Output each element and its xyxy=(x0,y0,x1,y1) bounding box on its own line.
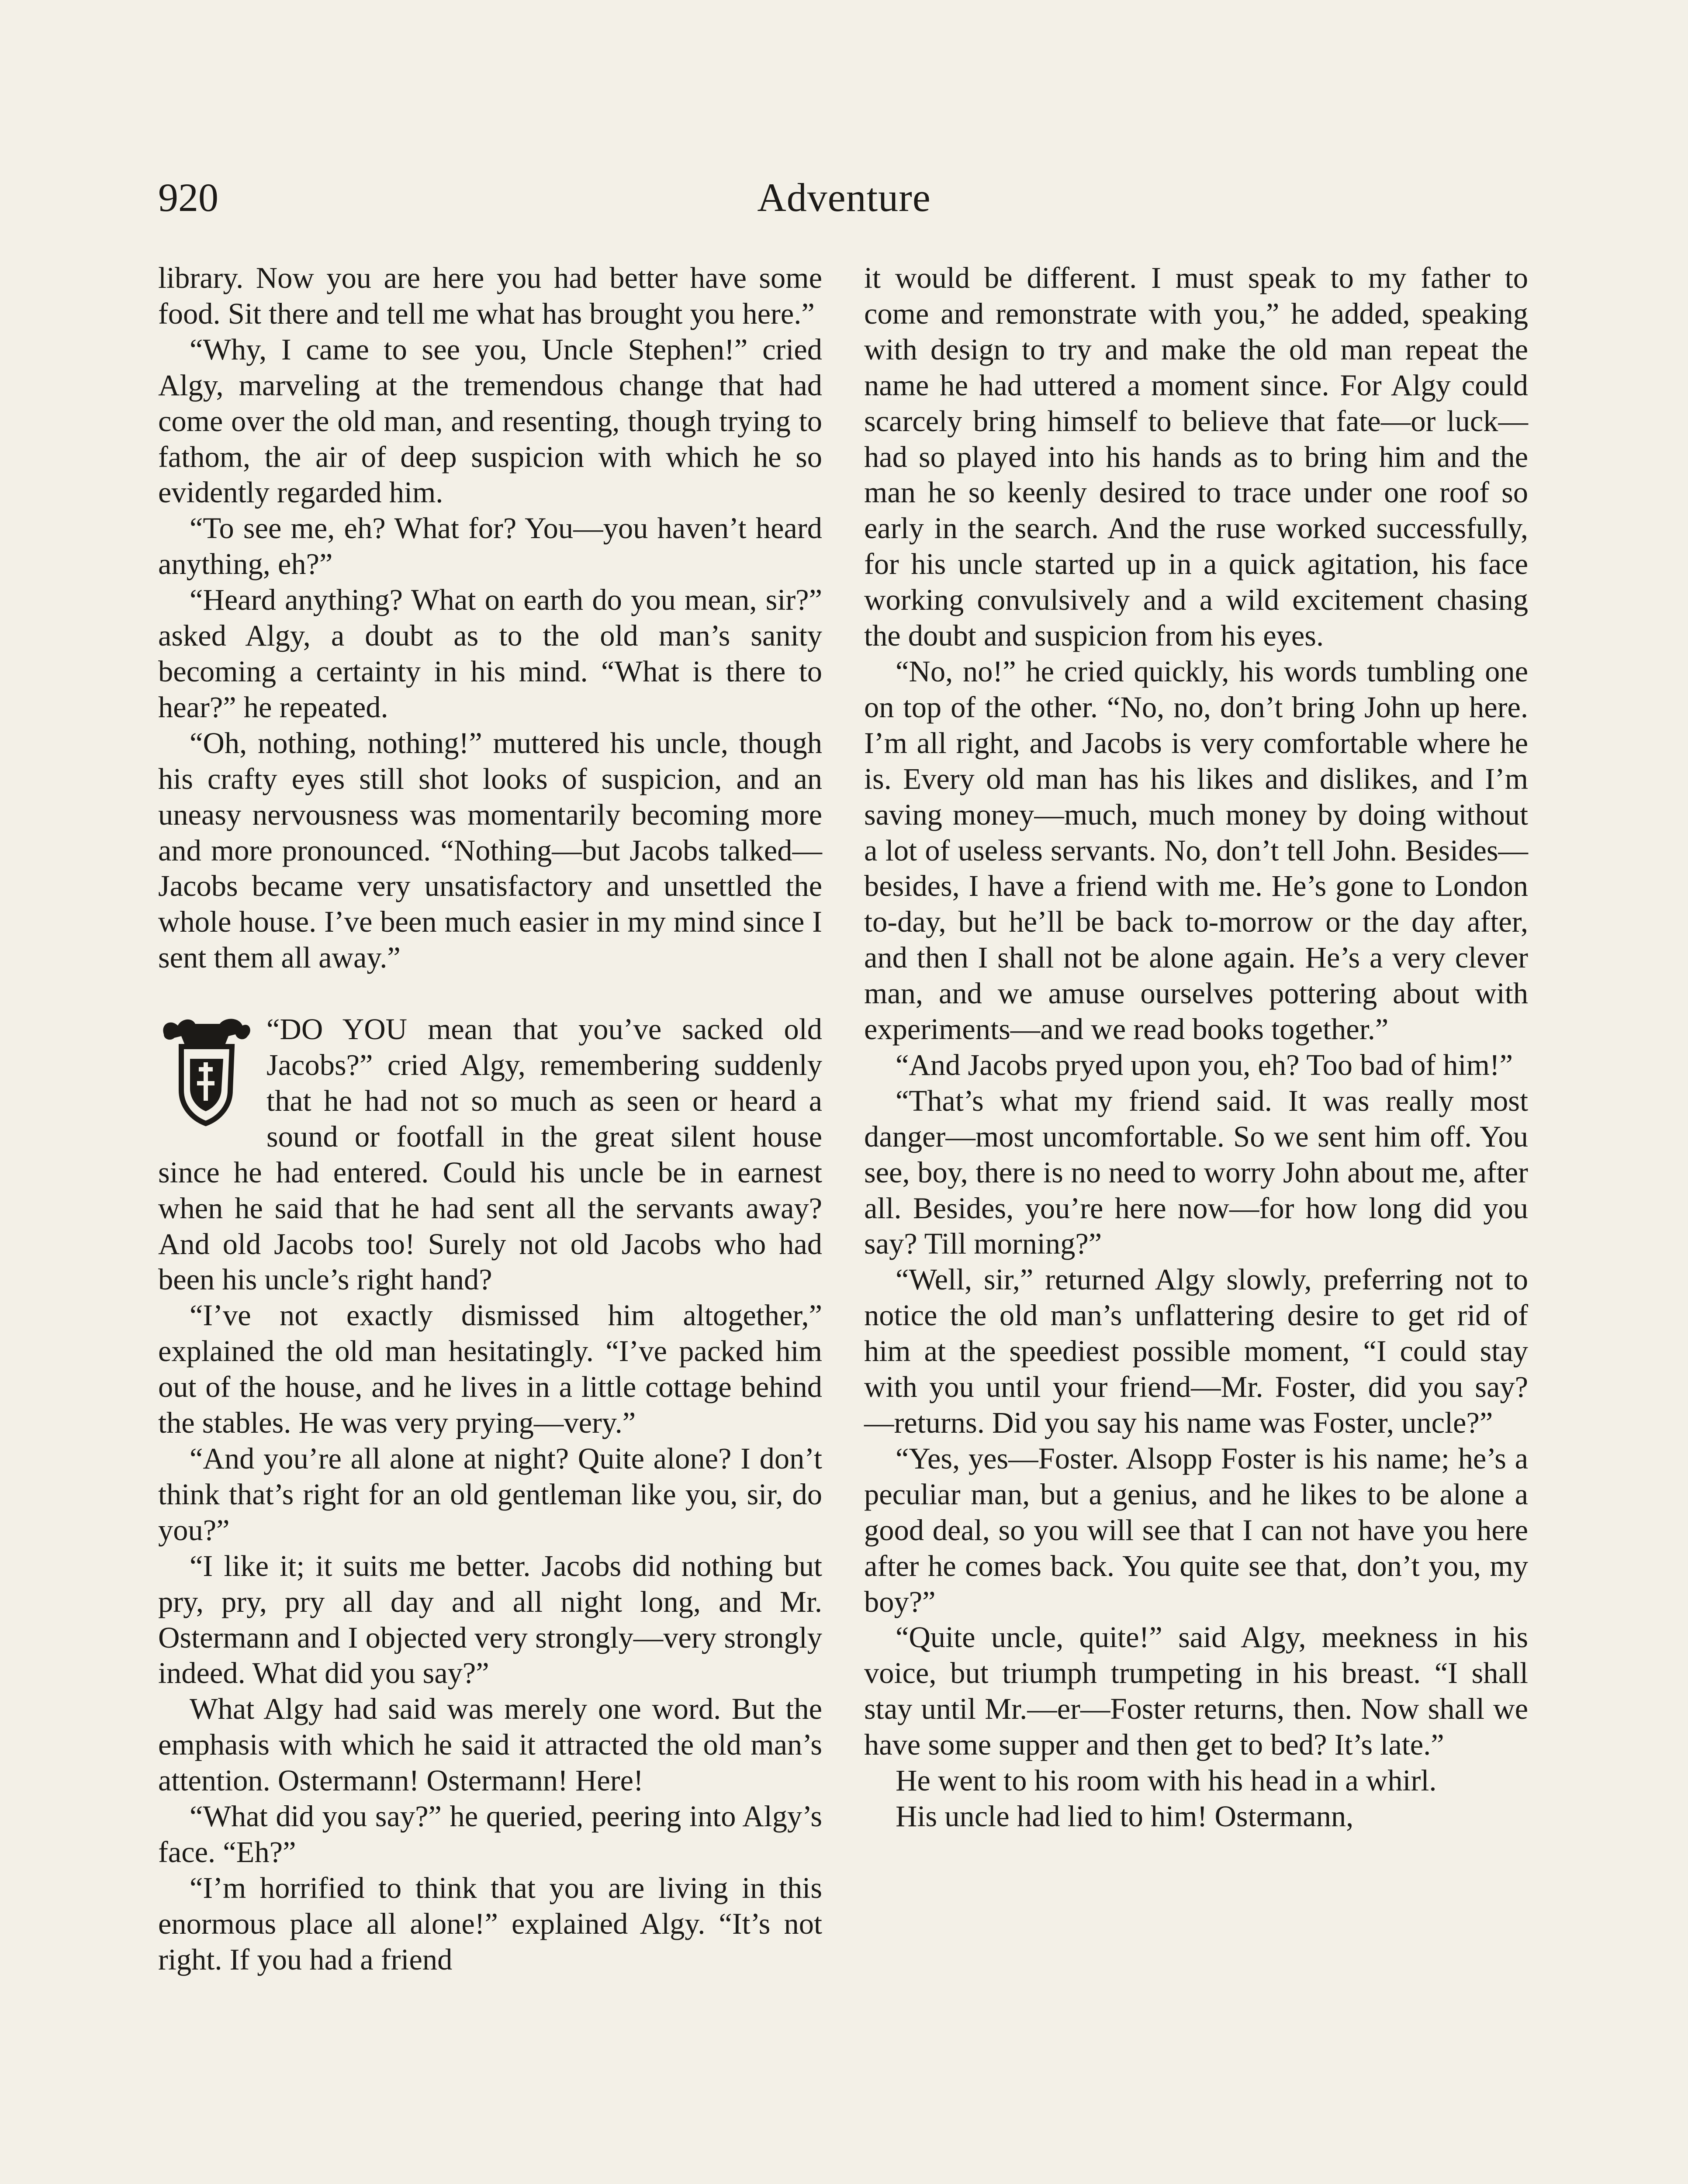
paragraph: “Yes, yes—Foster. Alsopp Foster is his name; he’s a peculiar man, but a genius, and he likes to be alone a good deal, so you will see that I can not have you here after he comes back. You quite see that, don’t you, my boy?” xyxy=(864,1441,1528,1618)
paragraph: “I’ve not exactly dismissed him altogether,” explained the old man hesitatingly. “I’ve packed him out of the house, and he lives in a little cottage behind the stables. He was very prying—very.” xyxy=(158,1299,822,1440)
paragraph: His uncle had lied to him! Ostermann, xyxy=(896,1799,1354,1833)
paragraph: “And Jacobs pryed upon you, eh? Too bad of him!” xyxy=(896,1048,1513,1082)
paragraph: “Quite uncle, quite!” said Algy, meekness in his voice, but triumph trumpeting in his breast. “I shall stay until Mr.—er—Foster returns, then. Now shall we have some supper and then get to bed? It’s late.” xyxy=(864,1621,1528,1762)
paragraph: “That’s what my friend said. It was really most danger—most uncomfortable. So we sent him off. You see, boy, there is no need to worry John about me, after all. Besides, you’re here now—for how long did you say? Till morning?” xyxy=(864,1084,1528,1261)
right-column xyxy=(864,260,1528,1835)
paragraph: “Oh, nothing, nothing!” muttered his uncle, though his crafty eyes still shot looks of suspicion, and an uneasy nervousness was momentarily becoming more and more pronounced. “Nothing—but Jacobs talked—Jacobs became very unsatisfactory and unsettled the whole house. I’ve been much easier in my mind since I sent them all away.” xyxy=(158,726,822,975)
left-column xyxy=(158,260,822,1978)
section-paragraph xyxy=(158,1012,822,1298)
paragraph: “I like it; it suits me better. Jacobs did nothing but pry, pry, pry all day and all night long, and Mr. Ostermann and I objected very strongly—very strongly indeed. What did you say?” xyxy=(158,1549,822,1690)
page-number: 920 xyxy=(158,175,218,220)
paragraph: “No, no!” he cried quickly, his words tumbling one on top of the other. “No, no, don’t bring John up here. I’m all right, and Jacobs is very comfortable where he is. Every old man has his likes and dislikes, and I’m saving money—much, much money by doing without a lot of useless servants. No, don’t tell John. Besides—besides, I have a friend with me. He’s gone to London to-day, but he’ll be back to-morrow or the day after, and then I shall not be alone again. He’s a very clever man, and we amuse ourselves pottering about with experiments—and we read books together.” xyxy=(864,654,1528,1046)
paragraph: “I’m horrified to think that you are living in this enormous place all alone!” explained Algy. “It’s not right. If you had a friend xyxy=(158,1871,822,1976)
paragraph: it would be different. I must speak to my father to come and remonstrate with you,” he added, speaking with design to try and make the old man repeat the name he had uttered a moment since. For Algy could scarcely bring himself to believe that fate—or luck—had so played into his hands as to bring him and the man he so keenly desired to trace under one roof so early in the search. And the ruse worked successfully, for his uncle started up in a quick agitation, his face working convulsively and a wild excitement chasing the doubt and suspicion from his eyes. xyxy=(864,261,1528,653)
paragraph: What Algy had said was merely one word. But the emphasis with which he said it attracted the old man’s attention. Ostermann! Ostermann! Here! xyxy=(158,1692,822,1797)
section-paragraph-text: “DO YOU mean that you’ve sacked old Jacobs?” cried Algy, remembering suddenly that he had not so much as seen or heard a sound or footfall in the great silent house since he had entered. Could his uncle be in earnest when he said that he had sent all the servants away? And old Jacobs too! Surely not old Jacobs who had been his uncle’s right hand? xyxy=(158,1013,822,1296)
paragraph: “Heard anything? What on earth do you mean, sir?” asked Algy, a doubt as to the old man’s sanity becoming a certainty in his mind. “What is there to hear?” he repeated. xyxy=(158,583,822,724)
paragraph: library. Now you are here you had better have some food. Sit there and tell me what has brought you here.” xyxy=(158,261,822,330)
paragraph: He went to his room with his head in a whirl. xyxy=(896,1764,1437,1797)
paragraph: “Well, sir,” returned Algy slowly, preferring not to notice the old man’s unflattering desire to get rid of him at the speediest possible moment, “I could stay with you until your friend—Mr. Foster, did you say? —returns. Did you say his name was Foster, uncle?” xyxy=(864,1263,1528,1439)
decorative-ornament-icon xyxy=(158,1015,255,1127)
paragraph: “To see me, eh? What for? You—you haven’t heard anything, eh?” xyxy=(158,511,822,581)
paragraph: “What did you say?” he queried, peering into Algy’s face. “Eh?” xyxy=(158,1800,822,1869)
paragraph: “Why, I came to see you, Uncle Stephen!” cried Algy, marveling at the tremendous change that had come over the old man, and resenting, though trying to fathom, the air of deep suspicion with which he so evidently regarded him. xyxy=(158,332,822,509)
page-header xyxy=(158,171,1530,232)
paragraph: “And you’re all alone at night? Quite alone? I don’t think that’s right for an old gentleman like you, sir, do you?” xyxy=(158,1442,822,1547)
running-title: Adventure xyxy=(757,175,931,220)
